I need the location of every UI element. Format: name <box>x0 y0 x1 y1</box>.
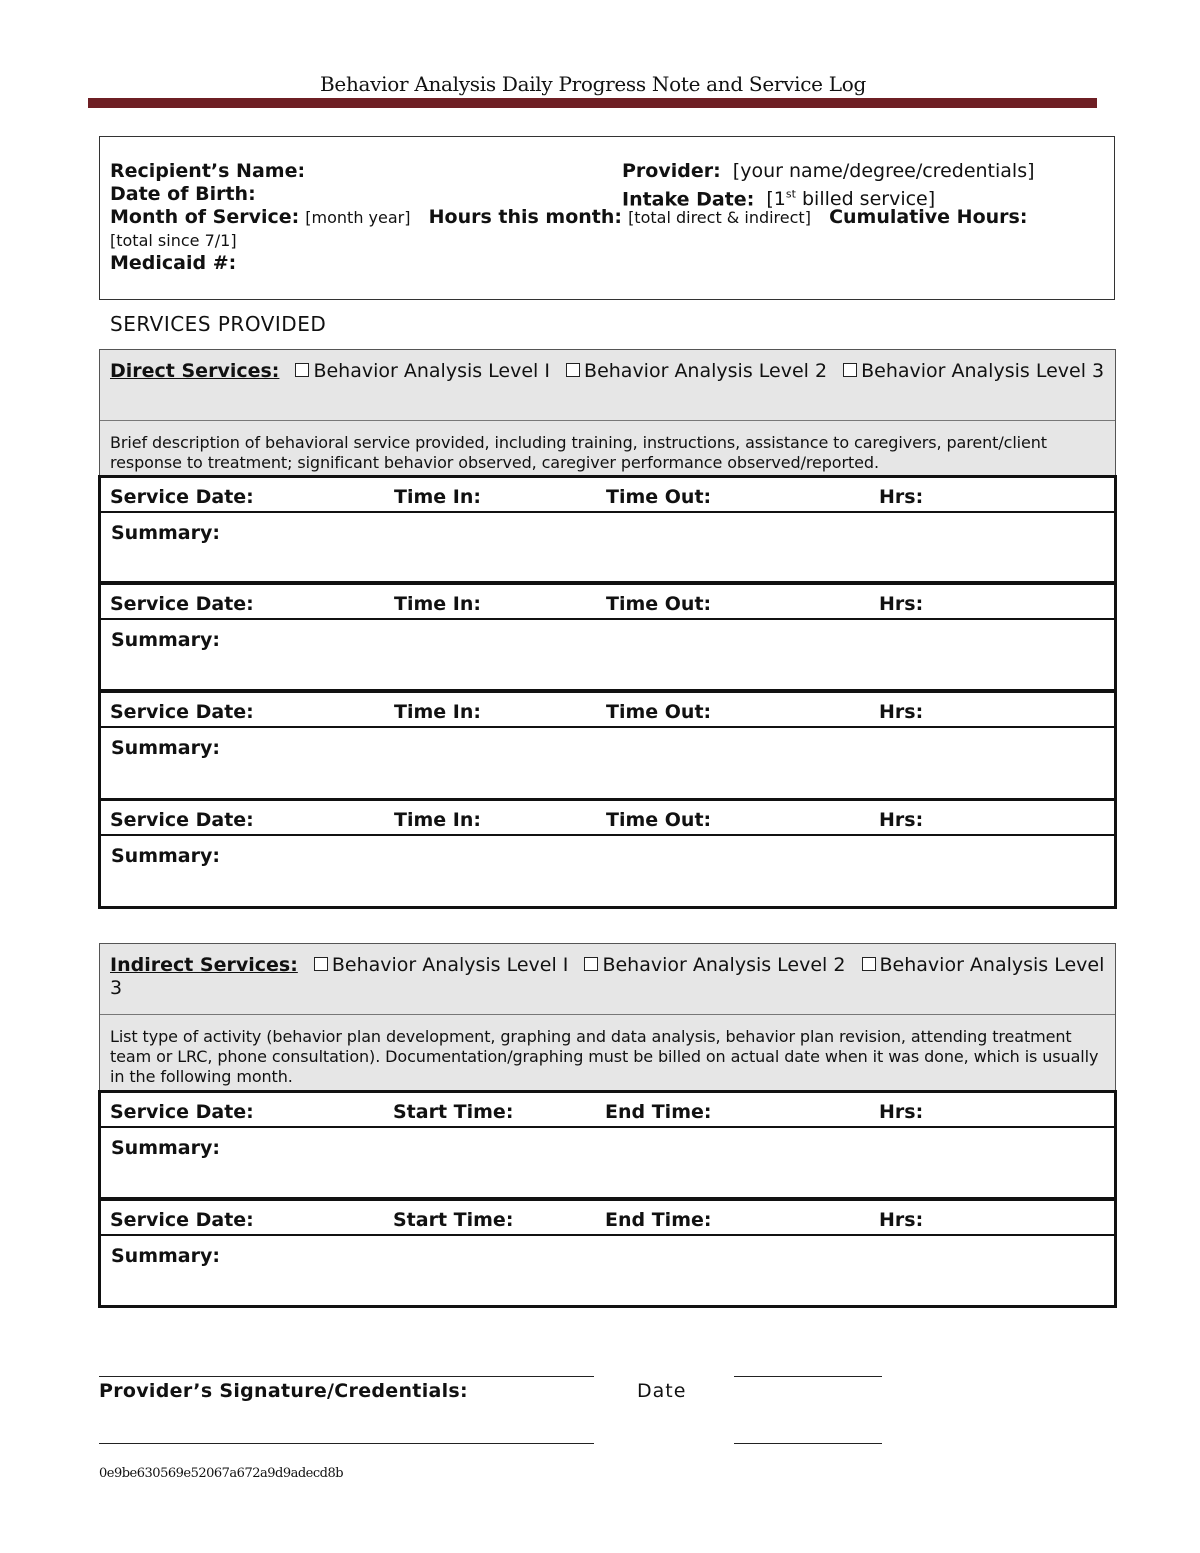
indirect-services-title <box>100 944 1115 1014</box>
time-out-label: Time Out: <box>606 486 712 508</box>
checkbox-direct-level-2[interactable] <box>566 363 580 377</box>
intake-line: Intake Date: [1st billed service] <box>622 188 936 211</box>
direct-entry-1 <box>98 475 1117 584</box>
provider-value: [your name/degree/credentials] <box>732 160 1035 182</box>
date-label: Date <box>637 1380 687 1402</box>
summary-label: Summary: <box>111 1137 220 1159</box>
month-hours-line: Month of Service: [month year] Hours this month: [total direct & indirect] Cumulative Hours: <box>110 206 1028 228</box>
summary-label: Summary: <box>111 845 220 867</box>
document-title: Behavior Analysis Daily Progress Note and Service Log <box>320 72 866 96</box>
checkbox-indirect-level-3[interactable] <box>862 957 876 971</box>
direct-entry-4 <box>98 798 1117 909</box>
dob-label: Date of Birth: <box>110 183 256 205</box>
time-in-label: Time In: <box>394 809 481 831</box>
indirect-services-description: List type of activity (behavior plan development, graphing and data analysis, behavior plan revision, attending treatment team or LRC, phone consultation). Documentation/graphing must be billed on actual date when it was done, which is usually in the following month. <box>100 1014 1115 1087</box>
summary-label: Summary: <box>111 629 220 651</box>
direct-services-label: Direct Services: <box>110 360 280 382</box>
hrs-label: Hrs: <box>879 809 924 831</box>
date-line[interactable] <box>734 1376 882 1377</box>
end-time-label: End Time: <box>605 1101 712 1123</box>
summary-label: Summary: <box>111 522 220 544</box>
hours-value: [total direct & indirect] <box>628 208 811 227</box>
start-time-label: Start Time: <box>393 1101 514 1123</box>
service-date-label: Service Date: <box>110 1209 254 1231</box>
service-date-label: Service Date: <box>110 701 254 723</box>
recipient-name-label: Recipient’s Name: <box>110 160 306 182</box>
direct-option-2: Behavior Analysis Level 2 <box>584 360 828 382</box>
month-value: [month year] <box>305 208 411 227</box>
provider-line: Provider: [your name/degree/credentials] <box>622 160 1035 182</box>
direct-services-title <box>100 350 1115 420</box>
hrs-label: Hrs: <box>879 486 924 508</box>
service-date-label: Service Date: <box>110 1101 254 1123</box>
signature-line[interactable] <box>99 1376 594 1377</box>
time-out-label: Time Out: <box>606 593 712 615</box>
summary-label: Summary: <box>111 1245 220 1267</box>
time-out-label: Time Out: <box>606 809 712 831</box>
indirect-option-1: Behavior Analysis Level I <box>331 954 569 976</box>
time-in-label: Time In: <box>394 701 481 723</box>
indirect-option-2: Behavior Analysis Level 2 <box>602 954 846 976</box>
direct-entry-3 <box>98 690 1117 801</box>
checkbox-direct-level-3[interactable] <box>843 363 857 377</box>
hrs-label: Hrs: <box>879 593 924 615</box>
cumulative-value: [total since 7/1] <box>110 231 237 250</box>
hrs-label: Hrs: <box>879 701 924 723</box>
indirect-entry-1 <box>98 1090 1117 1200</box>
direct-entry-2 <box>98 582 1117 692</box>
provider-signature-label: Provider’s Signature/Credentials: <box>99 1380 468 1402</box>
summary-label: Summary: <box>111 737 220 759</box>
second-signature-line[interactable] <box>99 1443 594 1444</box>
checkbox-indirect-level-2[interactable] <box>584 957 598 971</box>
start-time-label: Start Time: <box>393 1209 514 1231</box>
intake-value: [1st billed service] <box>766 188 936 211</box>
direct-services-description: Brief description of behavioral service provided, including training, instructions, assistance to caregivers, parent/client response to treatment; significant behavior observed, caregiver performance observed/reported. <box>100 420 1115 473</box>
document-id: 0e9be630569e52067a672a9d9adecd8b <box>99 1466 344 1481</box>
time-in-label: Time In: <box>394 593 481 615</box>
indirect-services-label: Indirect Services: <box>110 954 298 976</box>
second-date-line[interactable] <box>734 1443 882 1444</box>
direct-option-1: Behavior Analysis Level I <box>313 360 550 382</box>
service-date-label: Service Date: <box>110 486 254 508</box>
service-date-label: Service Date: <box>110 593 254 615</box>
medicaid-label: Medicaid #: <box>110 252 237 274</box>
checkbox-indirect-level-1[interactable] <box>314 957 328 971</box>
end-time-label: End Time: <box>605 1209 712 1231</box>
checkbox-direct-level-1[interactable] <box>295 363 309 377</box>
direct-option-3: Behavior Analysis Level 3 <box>861 360 1105 382</box>
direct-services-header <box>99 349 1116 476</box>
time-in-label: Time In: <box>394 486 481 508</box>
indirect-option-3: Behavior Analysis Level 3 <box>110 954 1105 999</box>
services-provided-heading: SERVICES PROVIDED <box>110 312 327 336</box>
indirect-services-header <box>99 943 1116 1092</box>
time-out-label: Time Out: <box>606 701 712 723</box>
service-date-label: Service Date: <box>110 809 254 831</box>
hrs-label: Hrs: <box>879 1209 924 1231</box>
title-divider <box>88 98 1097 108</box>
hrs-label: Hrs: <box>879 1101 924 1123</box>
indirect-entry-2 <box>98 1198 1117 1308</box>
